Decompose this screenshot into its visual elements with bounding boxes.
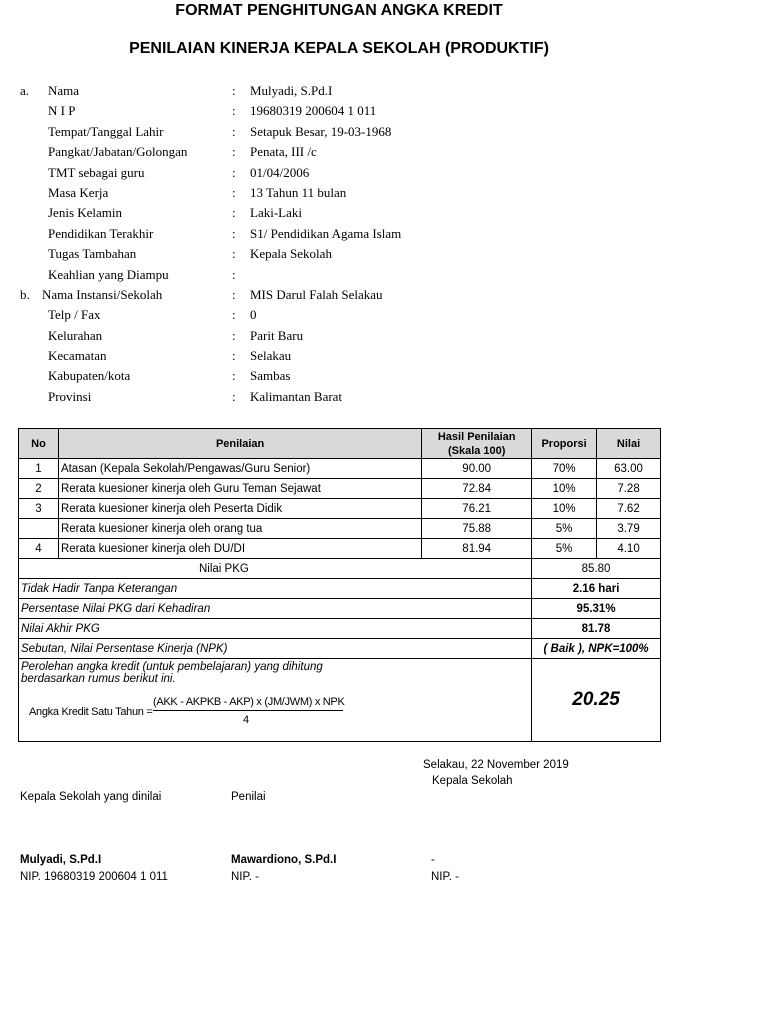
row-proporsi: 5% (532, 519, 597, 539)
header-no: No (19, 429, 59, 459)
row-nilai: 7.28 (597, 479, 661, 499)
row-proporsi: 10% (532, 479, 597, 499)
formula-numerator: (AKK - AKPKB - AKP) x (JM/JWM) x NPK (153, 696, 345, 708)
biodata-value: S1/ Pendidikan Agama Islam (250, 225, 402, 241)
biodata-section (0, 82, 700, 408)
biodata-value: Kalimantan Barat (250, 388, 343, 404)
biodata-value: Laki-Laki (250, 205, 302, 221)
biodata-row (0, 102, 700, 122)
biodata-label: Kecamatan (48, 348, 107, 364)
summary-value: 95.31% (532, 599, 661, 619)
summary-row (19, 599, 661, 619)
biodata-value: 0 (250, 307, 257, 323)
biodata-value: Kepala Sekolah (250, 246, 332, 262)
nilai-pkg-row (19, 559, 661, 579)
biodata-label: Nama (48, 83, 80, 98)
biodata-colon: : (232, 388, 236, 404)
formula-row (19, 659, 661, 742)
biodata-row (0, 266, 700, 286)
biodata-label: TMT sebagai guru (48, 164, 145, 180)
biodata-row (0, 306, 700, 326)
signer-mid-nip: NIP. - (231, 871, 259, 883)
summary-label: Tidak Hadir Tanpa Keterangan (19, 579, 532, 599)
biodata-value: Penata, III /c (250, 144, 317, 160)
biodata-value: Mulyadi, S.Pd.I (250, 83, 333, 98)
row-nilai: 63.00 (597, 459, 661, 479)
biodata-value: MIS Darul Falah Selakau (250, 286, 383, 302)
formula-denominator: 4 (243, 714, 250, 726)
biodata-row (0, 245, 700, 265)
table-row (19, 499, 661, 519)
biodata-row (0, 123, 700, 143)
biodata-row (0, 82, 700, 102)
biodata-row (0, 225, 700, 245)
biodata-label: Masa Kerja (48, 184, 109, 200)
summary-row (19, 639, 661, 659)
row-no: 4 (19, 539, 59, 559)
row-penilaian: Rerata kuesioner kinerja oleh Guru Teman Sejawat (58, 479, 421, 499)
biodata-prefix: b. (20, 286, 30, 302)
header-nilai: Nilai (597, 429, 661, 459)
biodata-label: Nama Instansi/Sekolah (42, 286, 163, 302)
table-row (19, 519, 661, 539)
row-hasil: 81.94 (422, 539, 532, 559)
row-hasil: 72.84 (422, 479, 532, 499)
row-nilai: 4.10 (597, 539, 661, 559)
signer-mid-name: Mawardiono, S.Pd.I (231, 854, 337, 866)
row-no (19, 519, 59, 539)
biodata-label: Provinsi (48, 388, 92, 404)
row-proporsi: 10% (532, 499, 597, 519)
biodata-value: Parit Baru (250, 327, 304, 343)
biodata-colon: : (232, 103, 236, 119)
biodata-colon: : (232, 225, 236, 241)
table-row (19, 459, 661, 479)
row-nilai: 7.62 (597, 499, 661, 519)
biodata-row (0, 164, 700, 184)
table-header-row (19, 429, 661, 459)
biodata-label: Telp / Fax (48, 307, 101, 323)
pkg-table (18, 428, 661, 742)
biodata-row (0, 184, 700, 204)
row-penilaian: Rerata kuesioner kinerja oleh orang tua (58, 519, 421, 539)
biodata-value: Setapuk Besar, 19-03-1968 (250, 123, 392, 139)
angka-kredit-value: 20.25 (532, 659, 661, 742)
row-penilaian: Rerata kuesioner kinerja oleh Peserta Didik (58, 499, 421, 519)
biodata-colon: : (232, 83, 236, 98)
table-row (19, 539, 661, 559)
row-no: 1 (19, 459, 59, 479)
biodata-colon: : (232, 327, 236, 343)
biodata-value: 19680319 200604 1 011 (250, 103, 377, 119)
table-row (19, 479, 661, 499)
summary-row (19, 619, 661, 639)
place-date: Selakau, 22 November 2019 (423, 759, 569, 771)
biodata-colon: : (232, 144, 236, 160)
summary-label: Sebutan, Nilai Persentase Kinerja (NPK) (19, 639, 532, 659)
row-hasil: 75.88 (422, 519, 532, 539)
nilai-pkg-value: 85.80 (532, 559, 661, 579)
row-hasil: 76.21 (422, 499, 532, 519)
row-proporsi: 5% (532, 539, 597, 559)
biodata-prefix: a. (20, 83, 30, 98)
biodata-row (0, 143, 700, 163)
formula-note: Perolehan angka kredit (untuk pembelajaran) yang dihitung berdasarkan rumus berikut ini. (21, 661, 323, 685)
biodata-label: Jenis Kelamin (48, 205, 123, 221)
formula-lhs: Angka Kredit Satu Tahun = (29, 706, 153, 718)
biodata-label: Pendidikan Terakhir (48, 225, 154, 241)
biodata-row (0, 347, 700, 367)
biodata-row (0, 367, 700, 387)
summary-label: Persentase Nilai PKG dari Kehadiran (19, 599, 532, 619)
header-hasil: Hasil Penilaian (Skala 100) (422, 429, 532, 459)
signer-left-title: Kepala Sekolah yang dinilai (20, 791, 162, 803)
biodata-colon: : (232, 205, 236, 221)
biodata-label: Keahlian yang Diampu (48, 266, 169, 282)
biodata-label: Tempat/Tanggal Lahir (48, 123, 164, 139)
summary-value: ( Baik ), NPK=100% (532, 639, 661, 659)
row-no: 2 (19, 479, 59, 499)
document-title-line1: FORMAT PENGHITUNGAN ANGKA KREDIT (175, 2, 503, 19)
row-penilaian: Atasan (Kepala Sekolah/Pengawas/Guru Senior) (58, 459, 421, 479)
signer-left-nip: NIP. 19680319 200604 1 011 (20, 871, 168, 883)
biodata-colon: : (232, 184, 236, 200)
nilai-pkg-label: Nilai PKG (19, 559, 532, 579)
row-no: 3 (19, 499, 59, 519)
biodata-value: Sambas (250, 368, 291, 384)
signer-right-name: - (431, 854, 435, 866)
row-proporsi: 70% (532, 459, 597, 479)
kepsek-title: Kepala Sekolah (432, 775, 513, 787)
biodata-colon: : (232, 246, 236, 262)
biodata-label: N I P (48, 103, 76, 119)
biodata-colon: : (232, 123, 236, 139)
formula-cell (19, 659, 532, 742)
biodata-colon: : (232, 164, 236, 180)
biodata-value: 13 Tahun 11 bulan (250, 184, 347, 200)
summary-label: Nilai Akhir PKG (19, 619, 532, 639)
biodata-value: 01/04/2006 (250, 164, 310, 180)
header-penilaian: Penilaian (58, 429, 421, 459)
biodata-label: Tugas Tambahan (48, 246, 137, 262)
biodata-colon: : (232, 348, 236, 364)
biodata-row (0, 327, 700, 347)
biodata-label: Kabupaten/kota (48, 368, 131, 384)
header-proporsi: Proporsi (532, 429, 597, 459)
summary-value: 81.78 (532, 619, 661, 639)
biodata-colon: : (232, 286, 236, 302)
summary-row (19, 579, 661, 599)
biodata-label: Pangkat/Jabatan/Golongan (48, 144, 188, 160)
biodata-row (0, 286, 700, 306)
row-nilai: 3.79 (597, 519, 661, 539)
row-penilaian: Rerata kuesioner kinerja oleh DU/DI (58, 539, 421, 559)
biodata-colon: : (232, 307, 236, 323)
fraction-bar (153, 710, 343, 711)
signer-mid-title: Penilai (231, 791, 266, 803)
summary-value: 2.16 hari (532, 579, 661, 599)
biodata-value: Selakau (250, 348, 292, 364)
biodata-colon: : (232, 368, 236, 384)
biodata-row (0, 204, 700, 224)
biodata-row (0, 388, 700, 408)
biodata-colon: : (232, 266, 236, 282)
biodata-label: Kelurahan (48, 327, 103, 343)
row-hasil: 90.00 (422, 459, 532, 479)
signer-right-nip: NIP. - (431, 871, 459, 883)
document-title-line2: PENILAIAN KINERJA KEPALA SEKOLAH (PRODUKTIF) (129, 40, 549, 57)
signer-left-name: Mulyadi, S.Pd.I (20, 854, 102, 866)
